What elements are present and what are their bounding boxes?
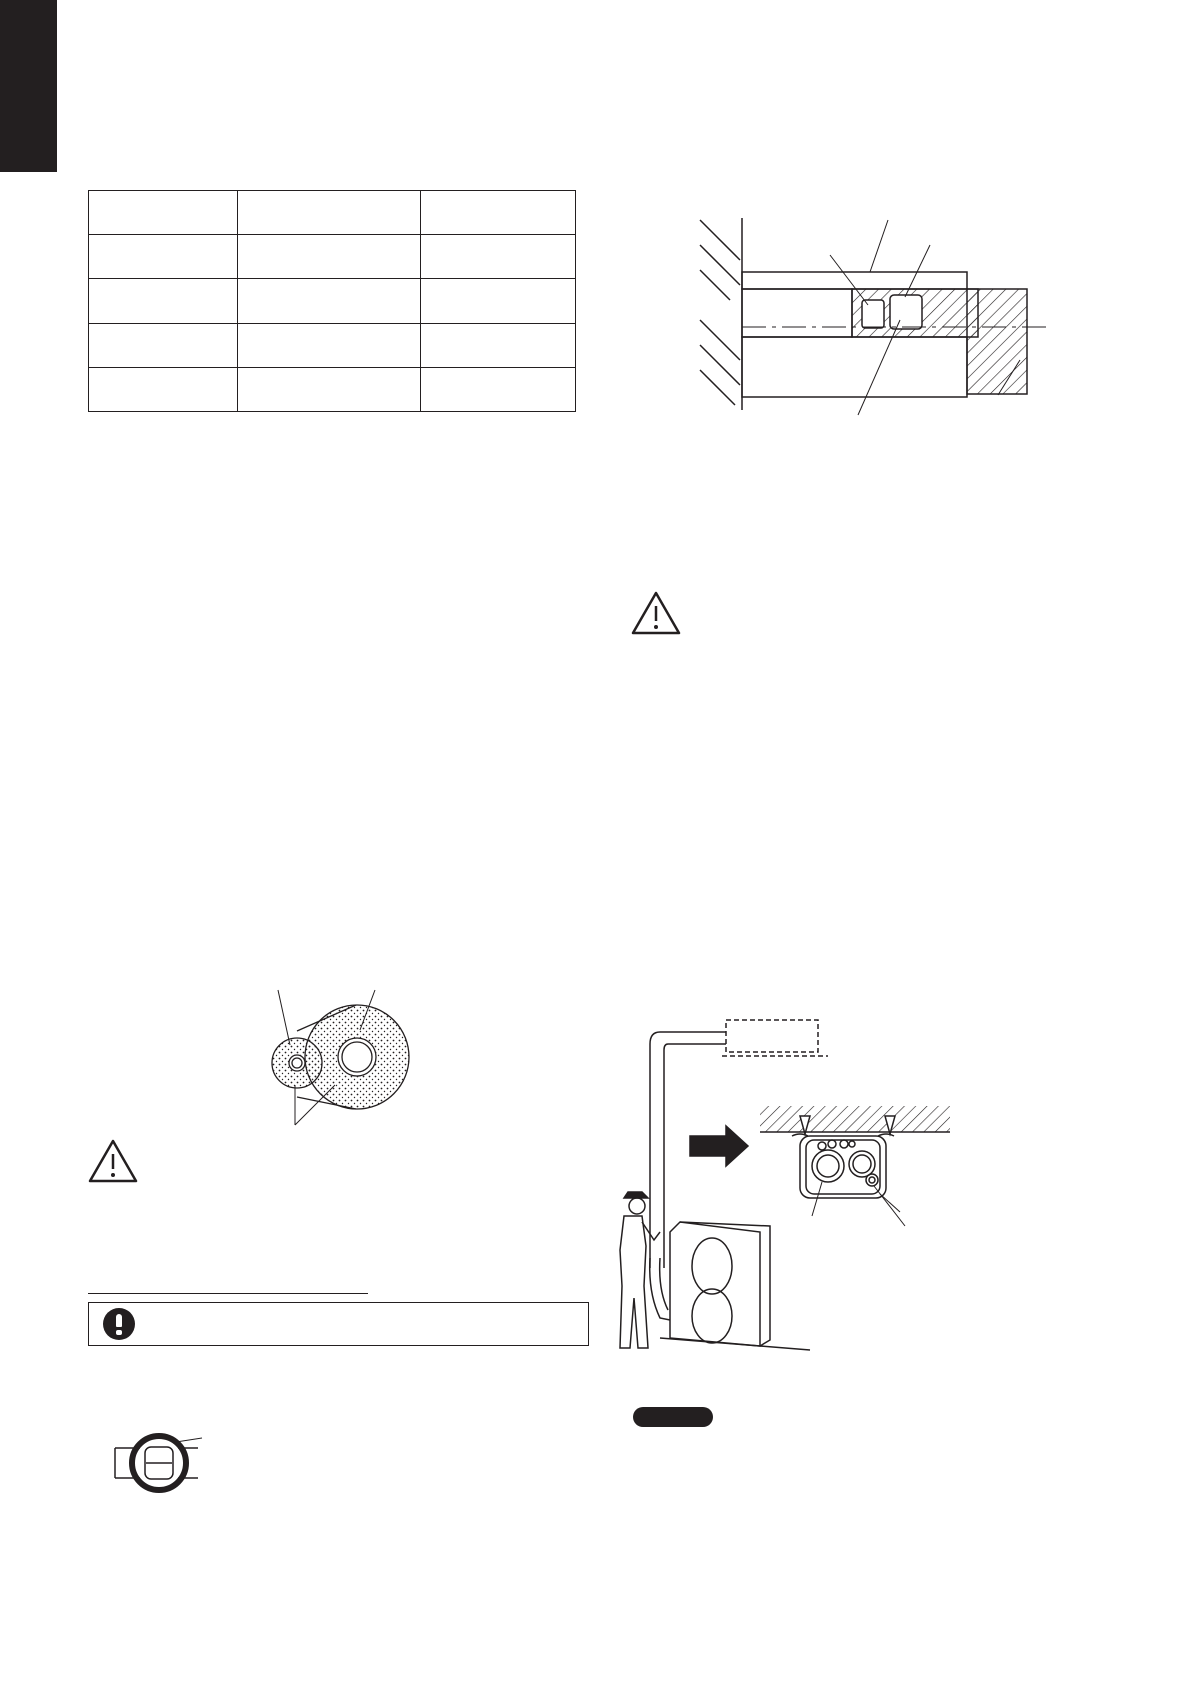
notice-box (88, 1302, 589, 1346)
installation-diagram (630, 1018, 1020, 1358)
table-row (89, 235, 576, 279)
table-row (89, 279, 576, 323)
table-cell (89, 367, 238, 411)
table-cell (89, 191, 238, 235)
table-cell (421, 279, 576, 323)
table-cell (89, 323, 238, 367)
table-cell (89, 235, 238, 279)
table-cell (421, 323, 576, 367)
flare-nut-diagram (110, 1432, 210, 1494)
table-cell (238, 367, 421, 411)
page-side-tab (0, 0, 57, 172)
caution-triangle-icon (630, 590, 682, 636)
flare-joint-diagram (690, 210, 1070, 420)
table-cell (421, 191, 576, 235)
note-badge (633, 1407, 713, 1427)
mandatory-exclamation-icon (103, 1308, 135, 1340)
pipe-insulation-diagram (260, 985, 420, 1130)
table-cell (238, 323, 421, 367)
table-row (89, 367, 576, 411)
table-row (89, 323, 576, 367)
table-cell (238, 235, 421, 279)
table-cell (89, 279, 238, 323)
table-cell (238, 279, 421, 323)
caution-triangle-icon (87, 1138, 139, 1184)
section-rule (88, 1293, 368, 1294)
spec-table (88, 190, 576, 412)
table-cell (421, 367, 576, 411)
table-cell (421, 235, 576, 279)
table-cell (238, 191, 421, 235)
table-row (89, 191, 576, 235)
